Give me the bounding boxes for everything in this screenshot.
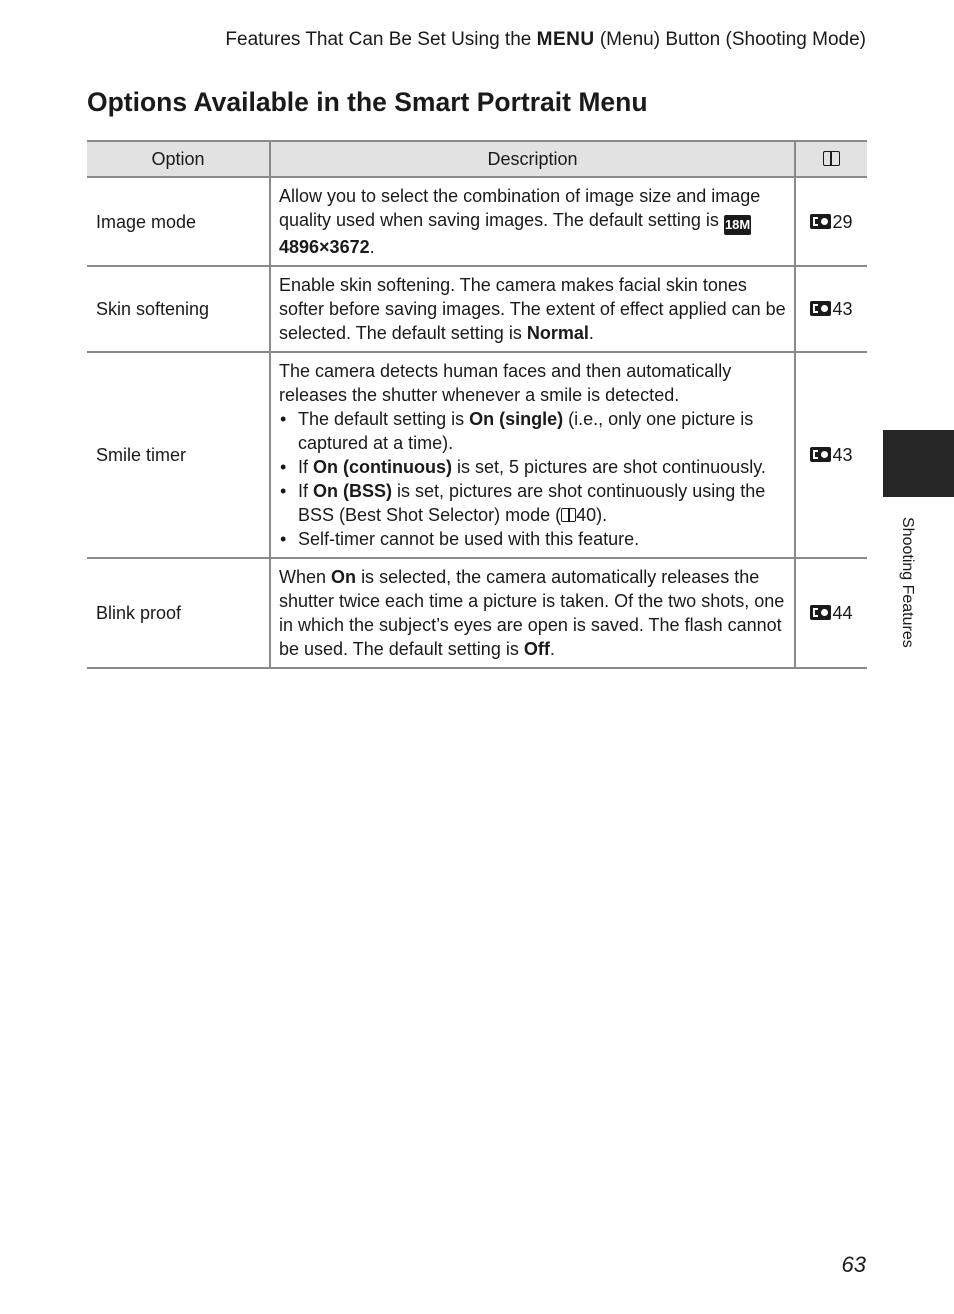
option-description: Enable skin softening. The camera makes facial skin tones softer before saving images. The extent of effect applied can be selected. The default setting is Normal. <box>270 266 795 352</box>
reference-cell <box>795 177 867 266</box>
e-reference-icon <box>810 605 831 620</box>
table-row <box>87 177 867 266</box>
table-header-row <box>87 141 867 177</box>
e-reference-icon <box>810 214 831 229</box>
list-item: • If On (continuous) is set, 5 pictures are shot continuously. <box>279 455 788 479</box>
reference-cell <box>795 352 867 558</box>
options-table <box>87 140 867 669</box>
table-row <box>87 352 867 558</box>
table-row <box>87 266 867 352</box>
e-reference-icon <box>810 301 831 316</box>
reference-page: 29 <box>832 211 853 232</box>
option-name: Smile timer <box>87 352 270 558</box>
running-header <box>225 27 866 53</box>
option-description: Allow you to select the combination of image size and image quality used when saving images. The default setting is 18M4896×3672. <box>270 177 795 266</box>
option-description <box>270 352 795 558</box>
page-number: 63 <box>841 1252 866 1277</box>
bullet-list <box>279 407 788 551</box>
table-row <box>87 558 867 668</box>
book-icon <box>823 151 840 166</box>
reference-cell <box>795 266 867 352</box>
section-tab <box>883 430 954 497</box>
option-name: Blink proof <box>87 558 270 668</box>
section-tab-label: Shooting Features <box>899 517 916 648</box>
reference-page: 43 <box>832 445 853 465</box>
list-item: • Self-timer cannot be used with this feature. <box>279 527 788 551</box>
description-intro: The camera detects human faces and then automatically releases the shutter whenever a smile is detected. <box>279 361 732 405</box>
reference-page: 43 <box>832 299 853 319</box>
menu-button-icon: MENU <box>536 29 595 50</box>
list-item: • If On (BSS) is set, pictures are shot continuously using the BSS (Best Shot Selector) mode ( 40). <box>279 479 788 527</box>
book-icon <box>561 508 576 522</box>
header-description: Description <box>270 141 795 177</box>
header-reference <box>795 141 867 177</box>
reference-page: 44 <box>832 603 853 623</box>
reference-cell <box>795 558 867 668</box>
option-description: When On is selected, the camera automatically releases the shutter twice each time a picture is taken. Of the two shots, one in which the subject’s eyes are open is saved. The flash cannot be used. The default setting is Off. <box>270 558 795 668</box>
header-suffix: (Menu) Button (Shooting Mode) <box>599 29 866 50</box>
image-size-18m-icon: 18M <box>724 215 751 235</box>
list-item: • The default setting is On (single) (i.e., only one picture is captured at a time). <box>279 407 788 455</box>
option-name: Skin softening <box>87 266 270 352</box>
e-reference-icon <box>810 447 831 462</box>
header-option: Option <box>87 141 270 177</box>
header-prefix: Features That Can Be Set Using the <box>225 29 532 50</box>
page-title: Options Available in the Smart Portrait Menu <box>87 87 648 117</box>
option-name: Image mode <box>87 177 270 266</box>
